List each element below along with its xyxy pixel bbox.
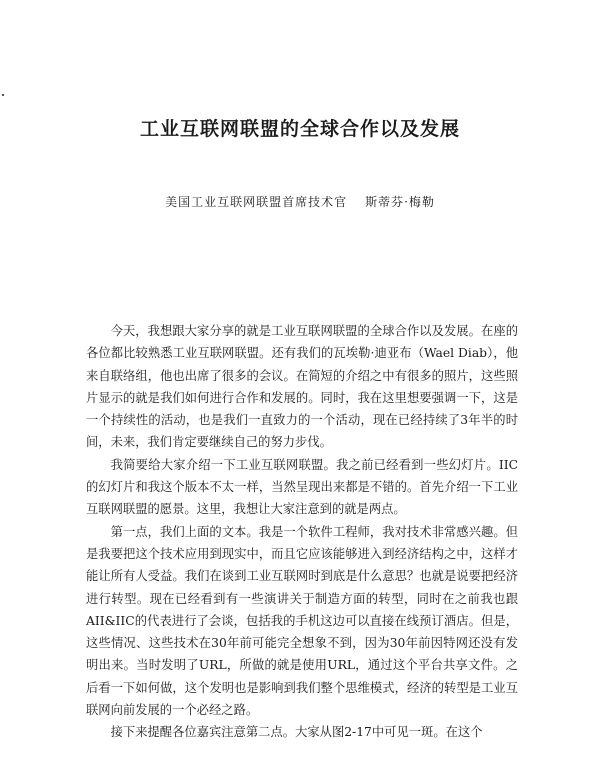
author-name: 斯蒂芬·梅勒: [365, 195, 435, 209]
author-byline: [0, 193, 600, 210]
paragraph: 第一点，我们上面的文本。我是一个软件工程师，我对技术非常感兴趣。但是我要把这个技术应用到现实中，而且它应该能够进入到经济结构之中，这样才能让所有人受益。我们在谈到工业互联网时到底是什么意思？也就是说要把经济进行转型。现在已经看到有一些演讲关于制造方面的转型，同时在之前我也跟AII&IIC的代表进行了会谈，包括我的手机这边可以直接在线预订酒店。但是，这些情况、这些技术在30年前可能完全想象不到，因为30年前因特网还没有发明出来。当时发明了URL，所做的就是使用URL，通过这个平台共享文件。之后看一下如何做，这个发明也是影响到我们整个思维模式，经济的转型是工业互联网向前发展的一个必经之路。: [86, 524, 518, 718]
scan-speck: [2, 94, 4, 96]
author-position: 美国工业互联网联盟首席技术官: [165, 195, 348, 209]
paragraph: 我简要给大家介绍一下工业互联网联盟。我之前已经看到一些幻灯片。IIC的幻灯片和我这个版本不太一样，当然呈现出来都是不错的。首先介绍一下工业互联网联盟的愿景。这里，我想让大家注意到的就是两点。: [86, 457, 518, 517]
article-body: [86, 320, 518, 744]
paragraph: 今天，我想跟大家分享的就是工业互联网联盟的全球合作以及发展。在座的各位都比较熟悉工业互联网联盟。还有我们的瓦埃勒·迪亚布（Wael Diab），他来自联络组，他也出席了很多的会议。在简短的介绍之中有很多的照片，这些照片显示的就是我们如何进行合作和发展的。同时，我在这里想要强调一下，这是一个持续性的活动，也是我们一直致力的一个活动，现在已经持续了3年半的时间，未来，我们肯定要继续自己的努力步伐。: [86, 324, 518, 450]
page-title: 工业互联网联盟的全球合作以及发展: [139, 118, 460, 140]
paragraph: 接下来提醒各位嘉宾注意第二点。大家从图2-17中可见一斑。在这个: [110, 725, 483, 740]
